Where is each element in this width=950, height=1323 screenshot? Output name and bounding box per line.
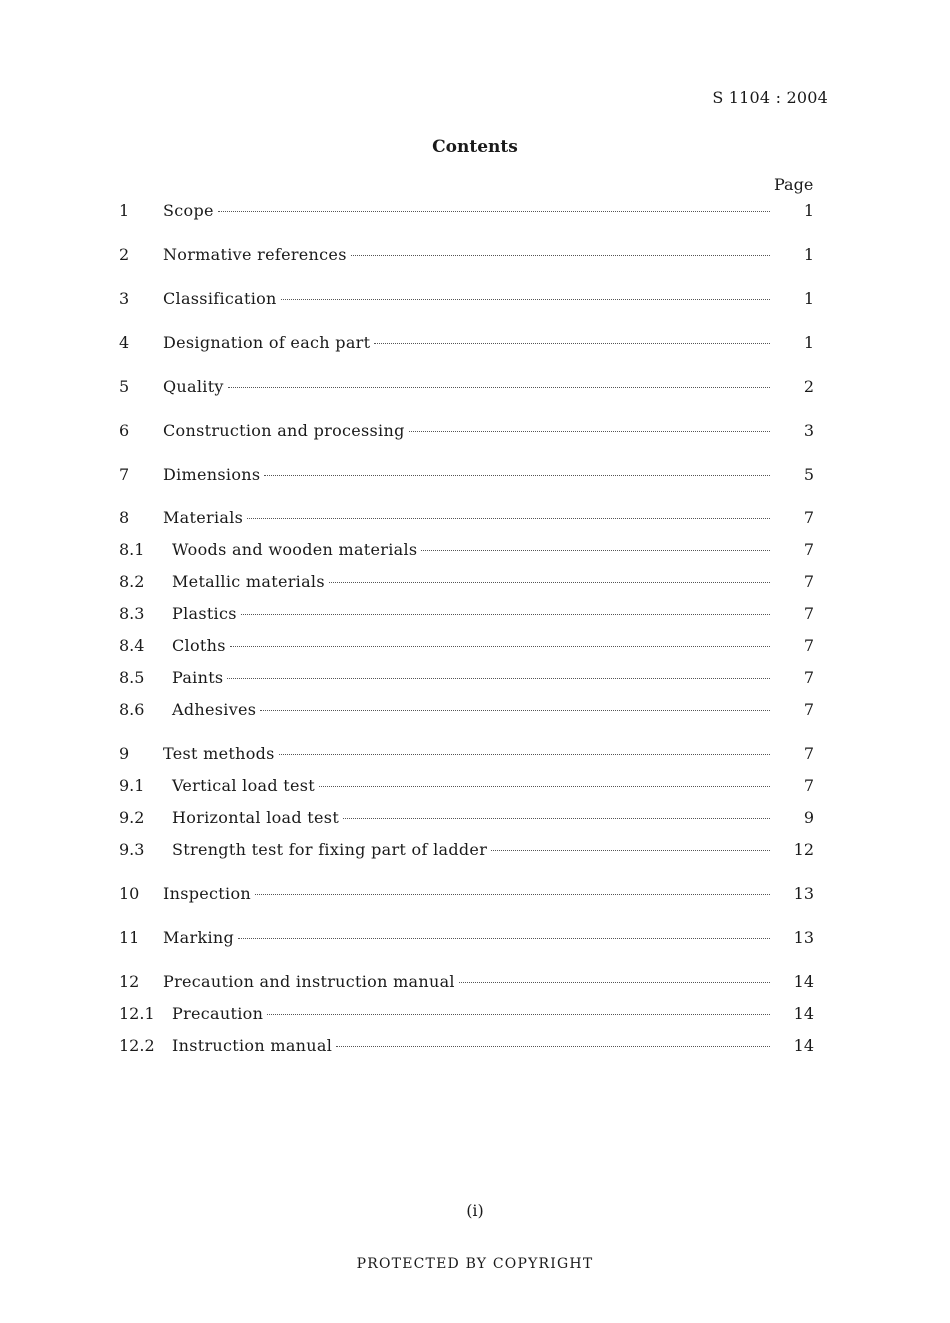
toc-subentry [119, 776, 816, 798]
toc-page: 9 [803, 808, 814, 827]
toc-subentry [119, 668, 816, 690]
toc-number: 8.3 [119, 604, 145, 623]
page-column-label: Page [774, 175, 814, 194]
toc-label: Designation of each part [163, 333, 371, 352]
contents-title: Contents [432, 137, 518, 157]
toc-entry [119, 201, 816, 223]
toc-label: Cloths [172, 636, 226, 655]
toc-label: Inspection [163, 884, 251, 903]
toc-label: Paints [172, 668, 224, 687]
leader-dots [351, 255, 770, 256]
leader-dots [459, 982, 770, 983]
toc-page: 2 [803, 377, 814, 396]
toc-number: 1 [119, 201, 130, 220]
toc-label: Classification [163, 289, 277, 308]
toc-subentry [119, 808, 816, 830]
toc-number: 11 [119, 928, 140, 947]
leader-dots [264, 475, 770, 476]
toc-number: 8.5 [119, 668, 145, 687]
toc-page: 7 [803, 668, 814, 687]
toc-number: 12 [119, 972, 140, 991]
toc-number: 8.4 [119, 636, 145, 655]
toc-label: Test methods [163, 744, 275, 763]
toc-page: 7 [803, 700, 814, 719]
toc-page: 14 [793, 1004, 814, 1023]
toc-page: 1 [803, 201, 814, 220]
toc-page: 12 [793, 840, 814, 859]
toc-label: Quality [163, 377, 224, 396]
toc-label: Metallic materials [172, 572, 325, 591]
toc-subentry [119, 604, 816, 626]
toc-entry [119, 884, 816, 906]
leader-dots [228, 387, 770, 388]
toc-subentry [119, 636, 816, 658]
toc-label: Precaution and instruction manual [163, 972, 455, 991]
toc-page: 7 [803, 776, 814, 795]
toc-number: 2 [119, 245, 130, 264]
toc-number: 4 [119, 333, 130, 352]
toc-subentry [119, 1004, 816, 1026]
toc-number: 12.2 [119, 1036, 155, 1055]
leader-dots [329, 582, 770, 583]
toc-entry [119, 508, 816, 530]
toc-number: 6 [119, 421, 130, 440]
toc-entry [119, 465, 816, 487]
toc-number: 8.1 [119, 540, 145, 559]
toc-page: 7 [803, 540, 814, 559]
leader-dots [267, 1014, 770, 1015]
leader-dots [247, 518, 770, 519]
toc-number: 9.3 [119, 840, 145, 859]
toc-label: Precaution [172, 1004, 264, 1023]
leader-dots [343, 818, 770, 819]
leader-dots [281, 299, 770, 300]
toc-label: Dimensions [163, 465, 261, 484]
toc-page: 1 [803, 333, 814, 352]
leader-dots [241, 614, 770, 615]
toc-page: 1 [803, 245, 814, 264]
toc-subentry [119, 700, 816, 722]
toc-number: 7 [119, 465, 130, 484]
standard-code: S 1104 : 2004 [712, 88, 828, 107]
toc-entry [119, 333, 816, 355]
toc-label: Instruction manual [172, 1036, 333, 1055]
toc-label: Horizontal load test [172, 808, 340, 827]
toc-label: Plastics [172, 604, 237, 623]
toc-label: Construction and processing [163, 421, 405, 440]
toc-page: 13 [793, 884, 814, 903]
toc-number: 5 [119, 377, 130, 396]
toc-entry [119, 972, 816, 994]
toc-page: 7 [803, 604, 814, 623]
toc-number: 12.1 [119, 1004, 155, 1023]
toc-label: Materials [163, 508, 244, 527]
leader-dots [218, 211, 770, 212]
toc-page: 7 [803, 572, 814, 591]
toc-label: Scope [163, 201, 214, 220]
toc-label: Normative references [163, 245, 347, 264]
toc-number: 8.2 [119, 572, 145, 591]
toc-label: Vertical load test [172, 776, 316, 795]
toc-subentry [119, 1036, 816, 1058]
toc-page: 5 [803, 465, 814, 484]
toc-page: 13 [793, 928, 814, 947]
toc-entry [119, 928, 816, 950]
toc-number: 8.6 [119, 700, 145, 719]
toc-subentry [119, 540, 816, 562]
toc-page: 7 [803, 508, 814, 527]
toc-entry [119, 289, 816, 311]
toc-page: 3 [803, 421, 814, 440]
leader-dots [491, 850, 770, 851]
toc-label: Woods and wooden materials [172, 540, 418, 559]
toc-page: 7 [803, 744, 814, 763]
copyright-notice: PROTECTED BY COPYRIGHT [356, 1256, 594, 1272]
toc-subentry [119, 572, 816, 594]
toc-subentry [119, 840, 816, 862]
leader-dots [227, 678, 770, 679]
toc-entry [119, 245, 816, 267]
leader-dots [279, 754, 770, 755]
leader-dots [238, 938, 770, 939]
leader-dots [374, 343, 770, 344]
toc-page: 14 [793, 972, 814, 991]
toc-label: Adhesives [172, 700, 257, 719]
toc-number: 9.2 [119, 808, 145, 827]
leader-dots [230, 646, 770, 647]
toc-page: 14 [793, 1036, 814, 1055]
toc-label: Strength test for fixing part of ladder [172, 840, 488, 859]
toc-number: 3 [119, 289, 130, 308]
toc-page: 1 [803, 289, 814, 308]
toc-entry [119, 421, 816, 443]
toc-page: 7 [803, 636, 814, 655]
leader-dots [336, 1046, 770, 1047]
leader-dots [255, 894, 770, 895]
leader-dots [319, 786, 770, 787]
page-folio: (i) [466, 1201, 484, 1220]
leader-dots [409, 431, 770, 432]
leader-dots [421, 550, 770, 551]
toc-entry [119, 377, 816, 399]
toc-entry [119, 744, 816, 766]
toc-number: 9 [119, 744, 130, 763]
toc-number: 10 [119, 884, 140, 903]
toc-number: 9.1 [119, 776, 145, 795]
toc-label: Marking [163, 928, 235, 947]
toc-number: 8 [119, 508, 130, 527]
leader-dots [260, 710, 770, 711]
